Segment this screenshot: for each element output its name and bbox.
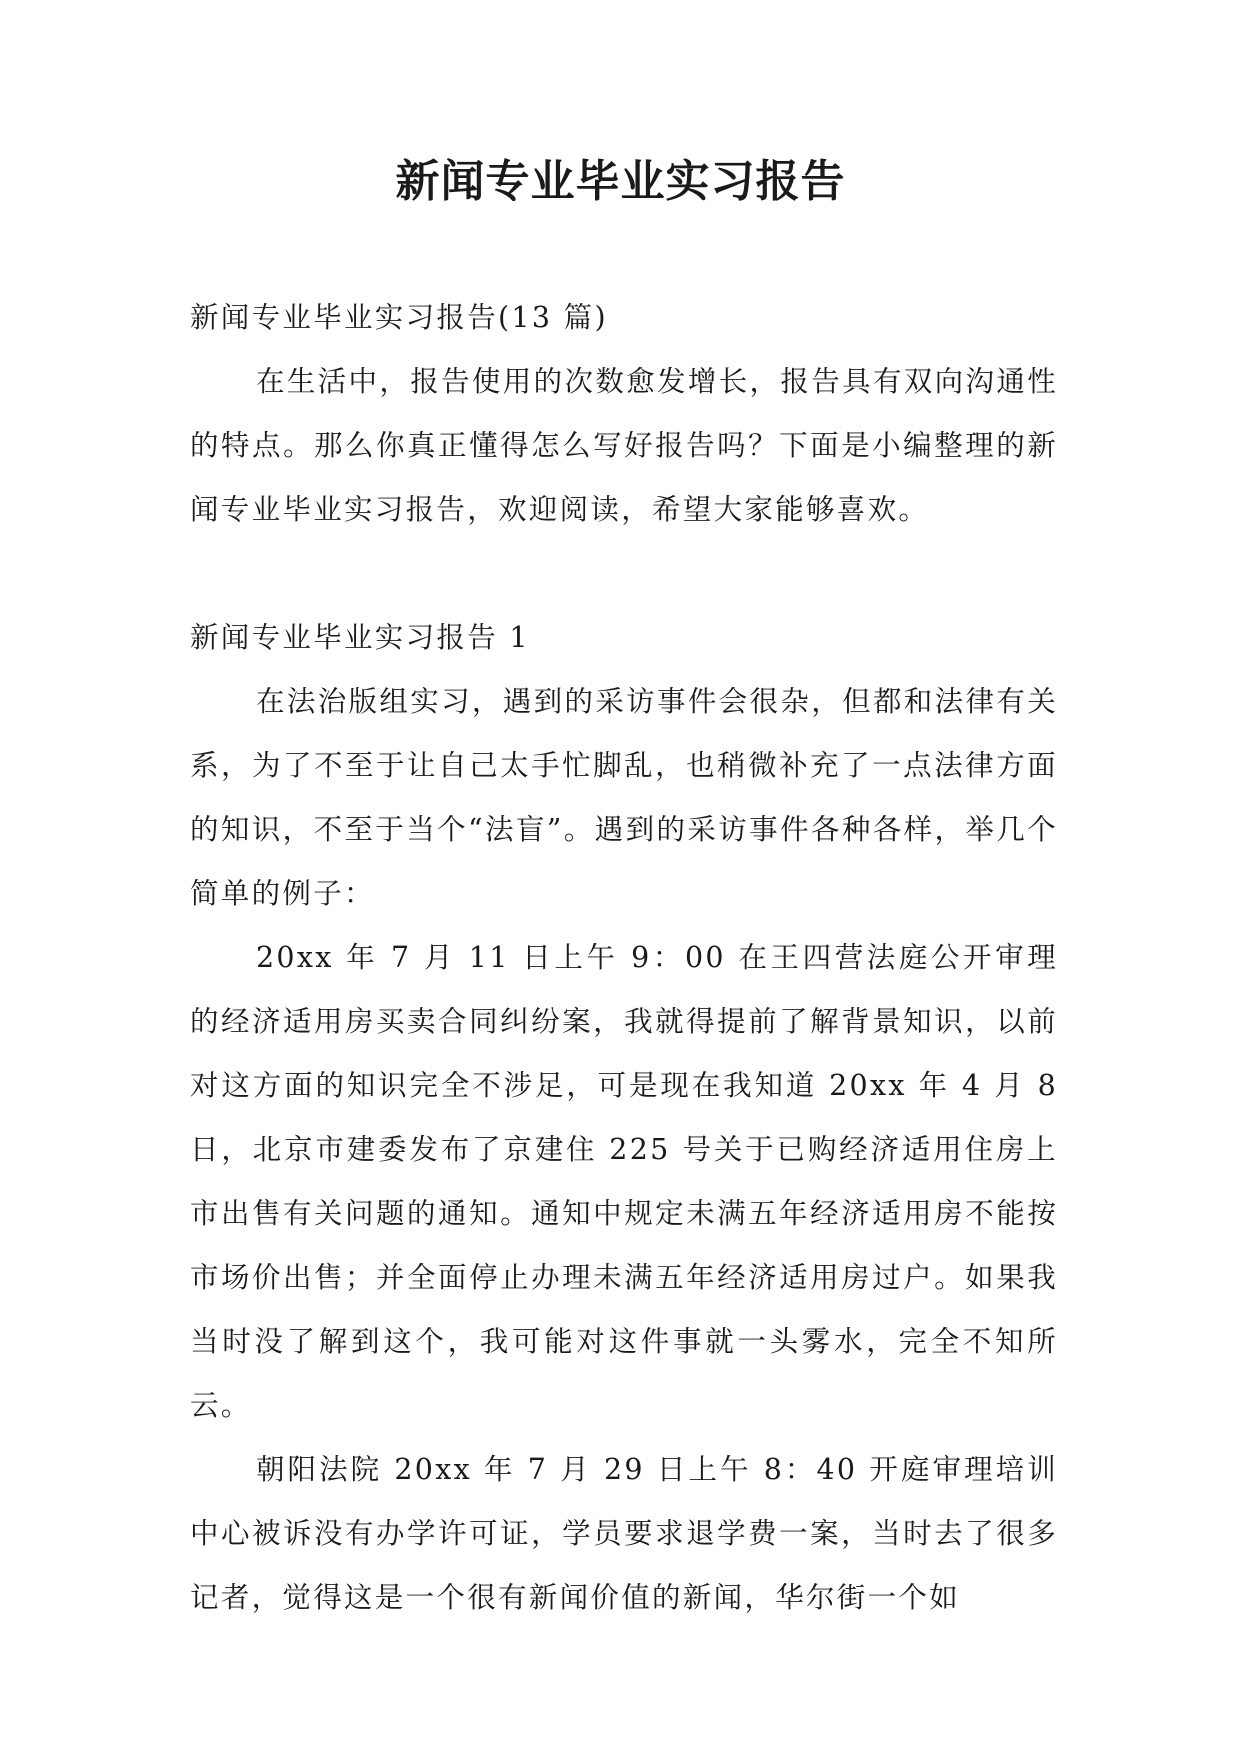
intro-paragraph: 在生活中，报告使用的次数愈发增长，报告具有双向沟通性的特点。那么你真正懂得怎么写好报告吗？下面是小编整理的新闻专业毕业实习报告，欢迎阅读，希望大家能够喜欢。 bbox=[190, 365, 1058, 526]
body-paragraph: 20xx 年 7 月 11 日上午 9：00 在王四营法庭公开审理的经济适用房买卖合同纠纷案，我就得提前了解背景知识，以前对这方面的知识完全不涉足，可是现在我知道 20xx 年 4 月 8 日，北京市建委发布了京建住 225 号关于已购经济适用住房上市出售有关问题的通知。通知中规定未满五年经济适用房不能按市场价出售；并全面停止办理未满五年经济适用房过户。如果我当时没了解到这个，我可能对这件事就一头雾水，完全不知所云。 bbox=[190, 941, 1058, 1422]
document-body bbox=[190, 286, 1058, 1630]
paragraph-spacer bbox=[190, 542, 1058, 606]
document-title: 新闻专业毕业实习报告 bbox=[395, 156, 846, 207]
body-paragraph: 在法治版组实习，遇到的采访事件会很杂，但都和法律有关系，为了不至于让自己太手忙脚乱，也稍微补充了一点法律方面的知识，不至于当个“法盲”。遇到的采访事件各种各样，举几个简单的例子： bbox=[190, 685, 1058, 910]
document-subtitle: 新闻专业毕业实习报告(13 篇) bbox=[190, 301, 608, 334]
body-paragraph: 朝阳法院 20xx 年 7 月 29 日上午 8：40 开庭审理培训中心被诉没有办学许可证，学员要求退学费一案，当时去了很多记者，觉得这是一个很有新闻价值的新闻，华尔街一个如 bbox=[190, 1453, 1058, 1614]
section-heading: 新闻专业毕业实习报告 1 bbox=[190, 621, 530, 654]
